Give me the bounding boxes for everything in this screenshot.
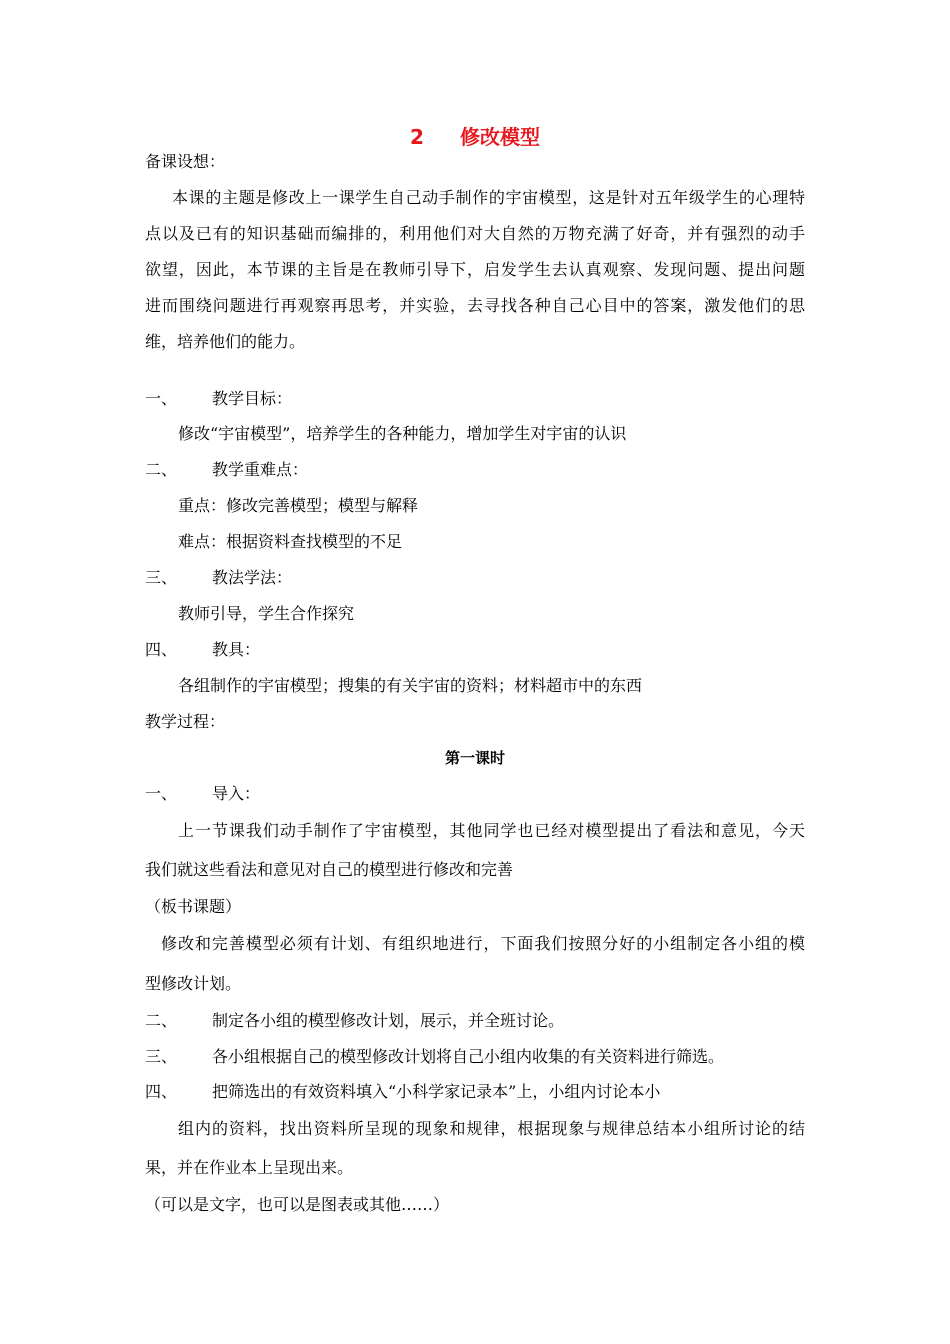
intro-line-2: 点以及已有的知识基础而编排的，利用他们对大自然的万物充满了好奇，并有强烈的动手 [145, 224, 805, 243]
plan-line-1: 修改和完善模型必须有计划、有组织地进行，下面我们按照分好的小组制定各小组的模 [161, 934, 805, 953]
process-label: 教学过程： [145, 712, 226, 731]
closing-note: （可以是文字，也可以是图表或其他……） [145, 1195, 450, 1214]
lesson-title: 第一课时 [444, 749, 505, 767]
step-4-text: 把筛选出的有效资料填入“小科学家记录本”上，小组内讨论本小 [212, 1082, 661, 1101]
section-3-body: 教师引导，学生合作探究 [178, 604, 355, 623]
step-4-number: 四、 [145, 1082, 178, 1101]
section-2-number: 二、 [145, 460, 178, 479]
step-3-text: 各小组根据自己的模型修改计划将自己小组内收集的有关资料进行筛选。 [212, 1047, 725, 1066]
section-1-body: 修改“宇宙模型”，培养学生的各种能力，增加学生对宇宙的认识 [178, 424, 627, 443]
board-note: （板书课题） [145, 897, 242, 916]
step-2-number: 二、 [145, 1011, 178, 1030]
section-4-body: 各组制作的宇宙模型；搜集的有关宇宙的资料；材料超市中的东西 [178, 676, 643, 695]
step-3-number: 三、 [145, 1047, 178, 1066]
prep-label: 备课设想： [145, 152, 226, 171]
intro-line-3: 欲望，因此，本节课的主旨是在教师引导下，启发学生去认真观察、发现问题、提出问题 [145, 260, 805, 279]
section-3-title: 教法学法： [212, 568, 293, 587]
section-4-number: 四、 [145, 640, 178, 659]
intro-line-4: 进而围绕问题进行再观察再思考，并实验，去寻找各种自己心目中的答案，激发他们的思 [145, 296, 805, 315]
title-number: 2 [410, 125, 424, 149]
title-text: 修改模型 [459, 125, 540, 149]
step-4-line-3: 果，并在作业本上呈现出来。 [145, 1158, 354, 1177]
step-4-line-2: 组内的资料，找出资料所呈现的现象和规律，根据现象与规律总结本小组所讨论的结 [178, 1119, 805, 1138]
section-2-body-2: 难点：根据资料查找模型的不足 [178, 532, 403, 551]
page-title [0, 124, 950, 150]
step-1-title: 导入： [212, 784, 261, 803]
step-1-line-1: 上一节课我们动手制作了宇宙模型，其他同学也已经对模型提出了看法和意见，今天 [178, 821, 805, 840]
step-1-number: 一、 [145, 784, 178, 803]
plan-line-2: 型修改计划。 [145, 974, 242, 993]
intro-line-5: 维，培养他们的能力。 [145, 332, 306, 351]
section-4-title: 教具： [212, 640, 261, 659]
step-2-text: 制定各小组的模型修改计划，展示，并全班讨论。 [212, 1011, 565, 1030]
section-3-number: 三、 [145, 568, 178, 587]
section-2-title: 教学重难点： [212, 460, 309, 479]
intro-line-1: 本课的主题是修改上一课学生自己动手制作的宇宙模型，这是针对五年级学生的心理特 [172, 188, 805, 207]
section-1-title: 教学目标： [212, 389, 293, 408]
step-1-line-2: 我们就这些看法和意见对自己的模型进行修改和完善 [145, 860, 514, 879]
section-2-body-1: 重点：修改完善模型；模型与解释 [178, 496, 419, 515]
section-1-number: 一、 [145, 389, 178, 408]
